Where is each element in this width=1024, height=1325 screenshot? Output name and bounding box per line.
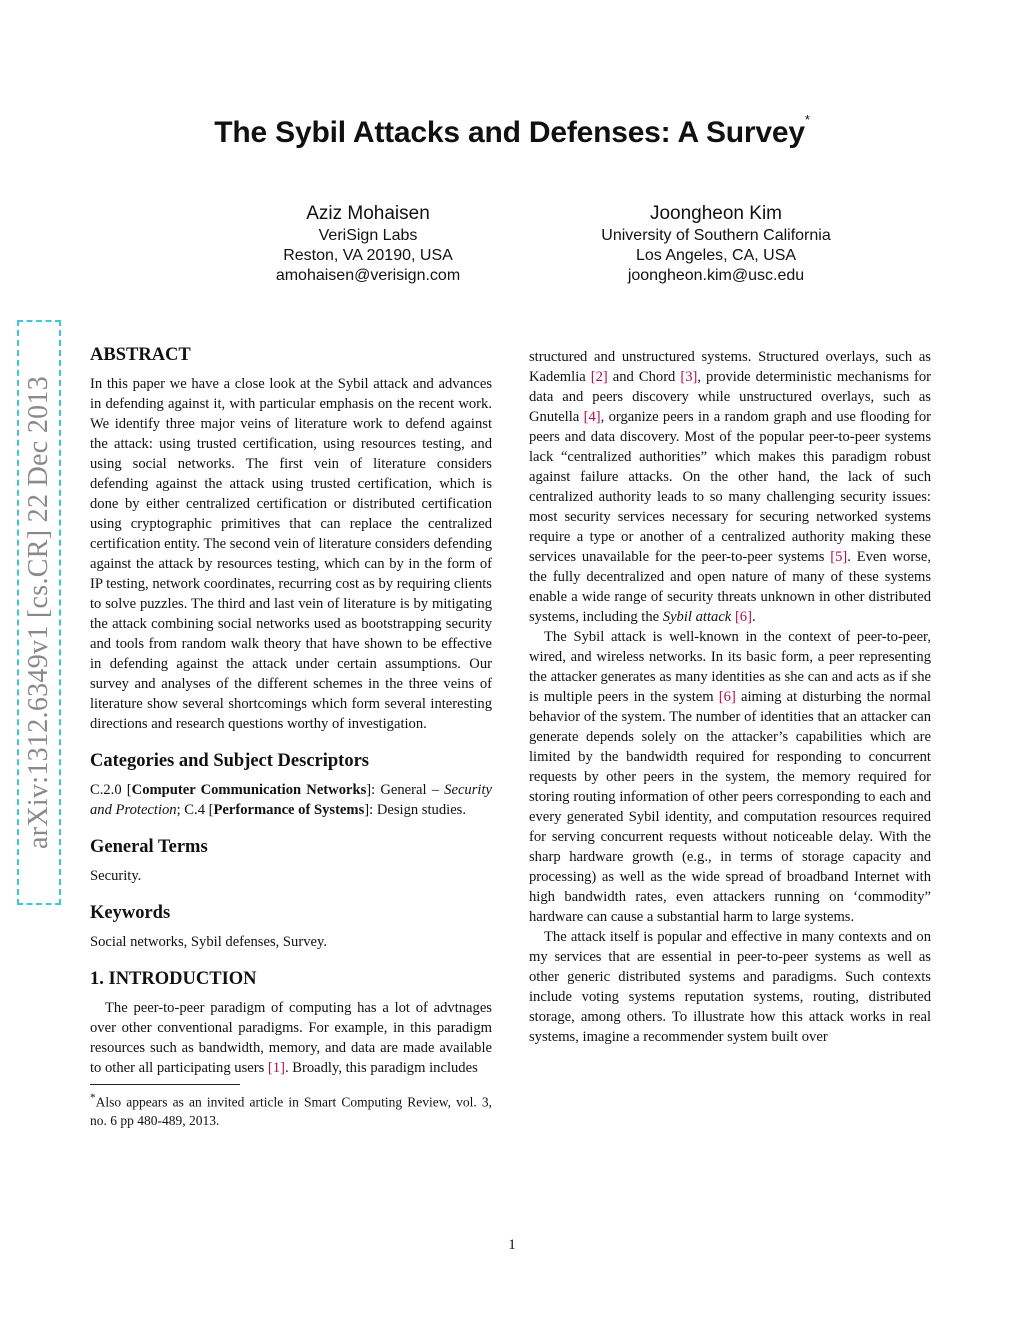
title-footnote-mark: * bbox=[804, 112, 810, 127]
body-paragraph: The attack itself is popular and effective in many contexts and on my services that are essential in peer-to-peer systems as well as other generic distributed systems and paradigms. Such contexts include voting systems reputation systems, routing, distributed storage, among others. To illustrate how this attack works in real systems, imagine a recommender system built over bbox=[529, 929, 931, 1045]
author-address: Reston, VA 20190, USA bbox=[283, 247, 453, 264]
body-paragraph: structured and unstructured systems. Structured overlays, such as Kademlia [2] and Chord [3], provide deterministic mechanisms for data and peers discovery while unstructured overlays, such as Gnutella [4], organize peers in a random graph and use flooding for peers and data discovery. Most of the popular peer-to-peer systems lack “centralized authorities” which makes this paradigm robust against failure attacks. On the other hand, the lack of such centralized authority leads to so many challenging security issues: most security services necessary for securing networked systems require a type or another of a centralized authority making these services unavailable for the peer-to-peer systems [5]. Even worse, the fully decentralized and open nature of many of these systems enable a wide range of security threats unknown in other distributed systems, including the Sybil attack [6]. bbox=[529, 349, 931, 625]
right-column bbox=[529, 347, 931, 1047]
author-email: joongheon.kim@usc.edu bbox=[627, 267, 805, 284]
categories-heading: Categories and Subject Descriptors bbox=[90, 751, 369, 771]
general-terms-heading: General Terms bbox=[90, 837, 208, 857]
citation-link[interactable]: [4] bbox=[583, 409, 601, 425]
arxiv-stamp: arXiv:1312.6349v1 [cs.CR] 22 Dec 2013 bbox=[23, 375, 54, 850]
citation-link[interactable]: [3] bbox=[680, 369, 698, 385]
introduction-paragraph: The peer-to-peer paradigm of computing has a lot of advtnages over other conventional paradigms. For example, in this paradigm resources such as bandwidth, memory, and data are made available to other all participating users [1]. Broadly, this paradigm includes bbox=[90, 1000, 492, 1076]
citation-link[interactable]: [6] bbox=[734, 609, 752, 625]
citation-link[interactable]: [2] bbox=[590, 369, 608, 385]
footnote-rule bbox=[90, 1084, 240, 1085]
page-number: 1 bbox=[508, 1237, 516, 1253]
author-affiliation: University of Southern California bbox=[601, 227, 831, 244]
general-terms-text: Security. bbox=[90, 868, 142, 884]
abstract-heading: ABSTRACT bbox=[90, 345, 191, 365]
introduction-heading: 1. INTRODUCTION bbox=[90, 969, 257, 989]
citation-link[interactable]: [6] bbox=[718, 689, 736, 705]
abstract-text: In this paper we have a close look at the Sybil attack and advances in defending against it, with particular emphasis on the recent work. We identify three major veins of literature work to defend against the attack: using trusted certification, using resources testing, and using social networks. The first vein of literature considers defending against the attack using trusted certification, which is done by either centralized certification or distributed certification using cryptographic primitives that can replace the centralized certification entity. The second vein of literature considers defending against the attack by resources testing, which can by in the form of IP testing, network coordinates, recurring cost as by requiring clients to solve puzzles. The third and last vein of literature is by mitigating the attack combining social networks used as bootstrapping security and tools from random walk theory that have shown to be effective in defending against the attack under certain assumptions. Our survey and analyses of the different schemes in the three veins of literature show several shortcomings which form several interesting directions and research questions worthy of investigation. bbox=[90, 376, 492, 732]
left-column bbox=[90, 344, 492, 1130]
author-block-1 bbox=[208, 202, 528, 286]
author-name: Joongheon Kim bbox=[649, 203, 783, 224]
citation-link[interactable]: [5] bbox=[830, 549, 848, 565]
author-address: Los Angeles, CA, USA bbox=[635, 247, 797, 264]
keywords-heading: Keywords bbox=[90, 903, 171, 923]
keywords-text: Social networks, Sybil defenses, Survey. bbox=[90, 934, 327, 950]
author-email: amohaisen@verisign.com bbox=[275, 267, 461, 284]
citation-link[interactable]: [1] bbox=[267, 1060, 285, 1076]
author-name: Aziz Mohaisen bbox=[306, 203, 430, 224]
body-paragraph: The Sybil attack is well-known in the context of peer-to-peer, wired, and wireless networks. In its basic form, a peer representing the attacker generates as many identities as she can and acts as if she is multiple peers in the system [6] aiming at disturbing the normal behavior of the system. The number of identities that an attacker can generate depends solely on the attacker’s capabilities which are limited by the bandwidth required for responding to concurrent requests by other peers in the system, the memory required for storing routing information of other peers corresponding to each and every generated Sybil identity, and computation resources required for serving concurrent requests without noticeable delay. With the sharp hardware growth (e.g., in terms of storage capacity and processing) as well as the wide spread of broadband Internet with high bandwidth rates, even attackers running on ‘commodity” hardware can cause a substantial harm to large systems. bbox=[529, 629, 931, 925]
author-block-2 bbox=[556, 202, 876, 286]
author-affiliation: VeriSign Labs bbox=[318, 227, 418, 244]
footnote: *Also appears as an invited article in Smart Computing Review, vol. 3, no. 6 pp 480-489, 2013. bbox=[90, 1092, 492, 1128]
categories-text: C.2.0 [Computer Communication Networks]: General – Security and Protection; C.4 [Performance of Systems]: Design studies. bbox=[90, 782, 492, 818]
paper-title: The Sybil Attacks and Defenses: A Survey* bbox=[214, 112, 810, 149]
